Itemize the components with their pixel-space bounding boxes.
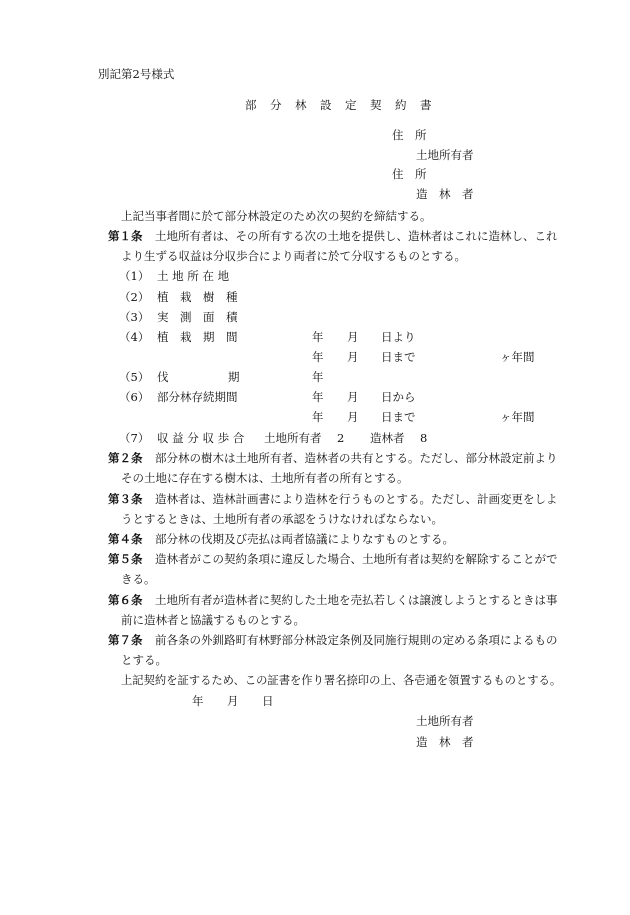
closing-text: 上記契約を証するため、この証書を作り署名捺印の上、各壱通を領置するものとする。 bbox=[121, 674, 562, 687]
item-6-start-month: 月 bbox=[347, 390, 359, 404]
item-5-number: （5） bbox=[119, 370, 150, 384]
item-2-number: （2） bbox=[119, 290, 150, 304]
article-2-text-line1: 部分林の樹木は土地所有者、造林者の共有とする。ただし、部分林設定前より bbox=[155, 451, 558, 465]
item-2-label: 植 栽 樹 種 bbox=[157, 290, 238, 304]
owner-label: 土地所有者 bbox=[416, 148, 474, 162]
address-label-planter: 住 所 bbox=[392, 167, 427, 181]
item-6-start-day: 日から bbox=[381, 390, 416, 404]
item-4-end-day: 日まで bbox=[381, 350, 416, 364]
article-4-label: 第４条 bbox=[108, 532, 143, 546]
item-7-planter-value: 8 bbox=[420, 431, 428, 445]
date-year: 年 bbox=[192, 694, 204, 708]
item-6-number: （6） bbox=[119, 390, 150, 404]
signature-owner-label: 土地所有者 bbox=[416, 714, 474, 728]
article-5-text-line1: 造林者がこの契約条項に違反した場合、土地所有者は契約を解除することがで bbox=[155, 552, 558, 566]
item-3-label: 実 測 面 積 bbox=[157, 310, 238, 324]
article-2-label: 第２条 bbox=[108, 451, 143, 465]
article-1-label: 第１条 bbox=[108, 229, 143, 243]
item-5-year: 年 bbox=[312, 370, 324, 384]
document-title: 部 分 林 設 定 契 約 書 bbox=[245, 98, 433, 112]
item-1-label: 土 地 所 在 地 bbox=[157, 269, 230, 283]
item-4-label: 植 栽 期 間 bbox=[157, 330, 238, 344]
item-6-end-year: 年 bbox=[312, 410, 324, 424]
item-7-number: （7） bbox=[119, 431, 150, 445]
item-7-label: 収 益 分 収 歩 合 bbox=[157, 431, 245, 445]
article-6-text-line1: 土地所有者が造林者に契約した土地を売払若しくは譲渡しようとするときは事 bbox=[155, 593, 558, 607]
item-4-start-day: 日より bbox=[381, 330, 416, 344]
intro-text: 上記当事者間に於て部分林設定のため次の契約を締結する。 bbox=[121, 209, 432, 223]
article-6-label: 第６条 bbox=[108, 593, 143, 607]
article-1-text-line2: より生ずる収益は分収歩合により両者に於て分収するものとする。 bbox=[121, 249, 466, 263]
item-3-number: （3） bbox=[119, 310, 150, 324]
item-6-end-day: 日まで bbox=[381, 410, 416, 424]
item-4-start-year: 年 bbox=[312, 330, 324, 344]
item-7-owner-value: 2 bbox=[337, 431, 345, 445]
article-5-label: 第５条 bbox=[108, 552, 143, 566]
article-5-text-line2: きる。 bbox=[121, 572, 156, 586]
item-6-period: ヶ年間 bbox=[500, 410, 535, 424]
item-5-label-a: 伐 bbox=[157, 370, 169, 384]
item-4-end-month: 月 bbox=[347, 350, 359, 364]
item-4-end-year: 年 bbox=[312, 350, 324, 364]
date-day: 日 bbox=[262, 694, 274, 708]
address-label-owner: 住 所 bbox=[392, 128, 427, 142]
planter-label: 造 林 者 bbox=[416, 187, 474, 201]
article-3-text-line2: うとするときは、土地所有者の承認をうけなければならない。 bbox=[121, 512, 443, 526]
article-4-text-line1: 部分林の伐期及び売払は両者協議によりなすものとする。 bbox=[155, 532, 454, 546]
article-6-text-line2: 前に造林者と協議するものとする。 bbox=[121, 613, 305, 627]
article-3-text-line1: 造林者は、造林計画書により造林を行うものとする。ただし、計画変更をしよ bbox=[155, 492, 558, 506]
item-4-period: ヶ年間 bbox=[500, 350, 535, 364]
item-6-label: 部分林存続期間 bbox=[157, 390, 238, 404]
article-7-text-line1: 前各条の外釧路町有林野部分林設定条例及同施行規則の定める条項によるもの bbox=[155, 633, 558, 647]
item-4-start-month: 月 bbox=[347, 330, 359, 344]
item-7-owner-label: 土地所有者 bbox=[264, 431, 322, 445]
item-1-number: （1） bbox=[119, 269, 150, 283]
article-1-text-line1: 土地所有者は、その所有する次の土地を提供し、造林者はこれに造林し、これ bbox=[155, 229, 558, 243]
item-6-start-year: 年 bbox=[312, 390, 324, 404]
item-6-end-month: 月 bbox=[347, 410, 359, 424]
date-month: 月 bbox=[227, 694, 239, 708]
form-label: 別記第2号様式 bbox=[98, 67, 175, 81]
article-2-text-line2: その土地に存在する樹木は、土地所有者の所有とする。 bbox=[121, 471, 409, 485]
article-7-label: 第７条 bbox=[108, 633, 143, 647]
item-4-number: （4） bbox=[119, 330, 150, 344]
signature-planter-label: 造 林 者 bbox=[416, 735, 474, 749]
item-7-planter-label: 造林者 bbox=[370, 431, 405, 445]
article-3-label: 第３条 bbox=[108, 492, 143, 506]
item-5-label-b: 期 bbox=[228, 370, 240, 384]
article-7-text-line2: とする。 bbox=[121, 653, 167, 667]
